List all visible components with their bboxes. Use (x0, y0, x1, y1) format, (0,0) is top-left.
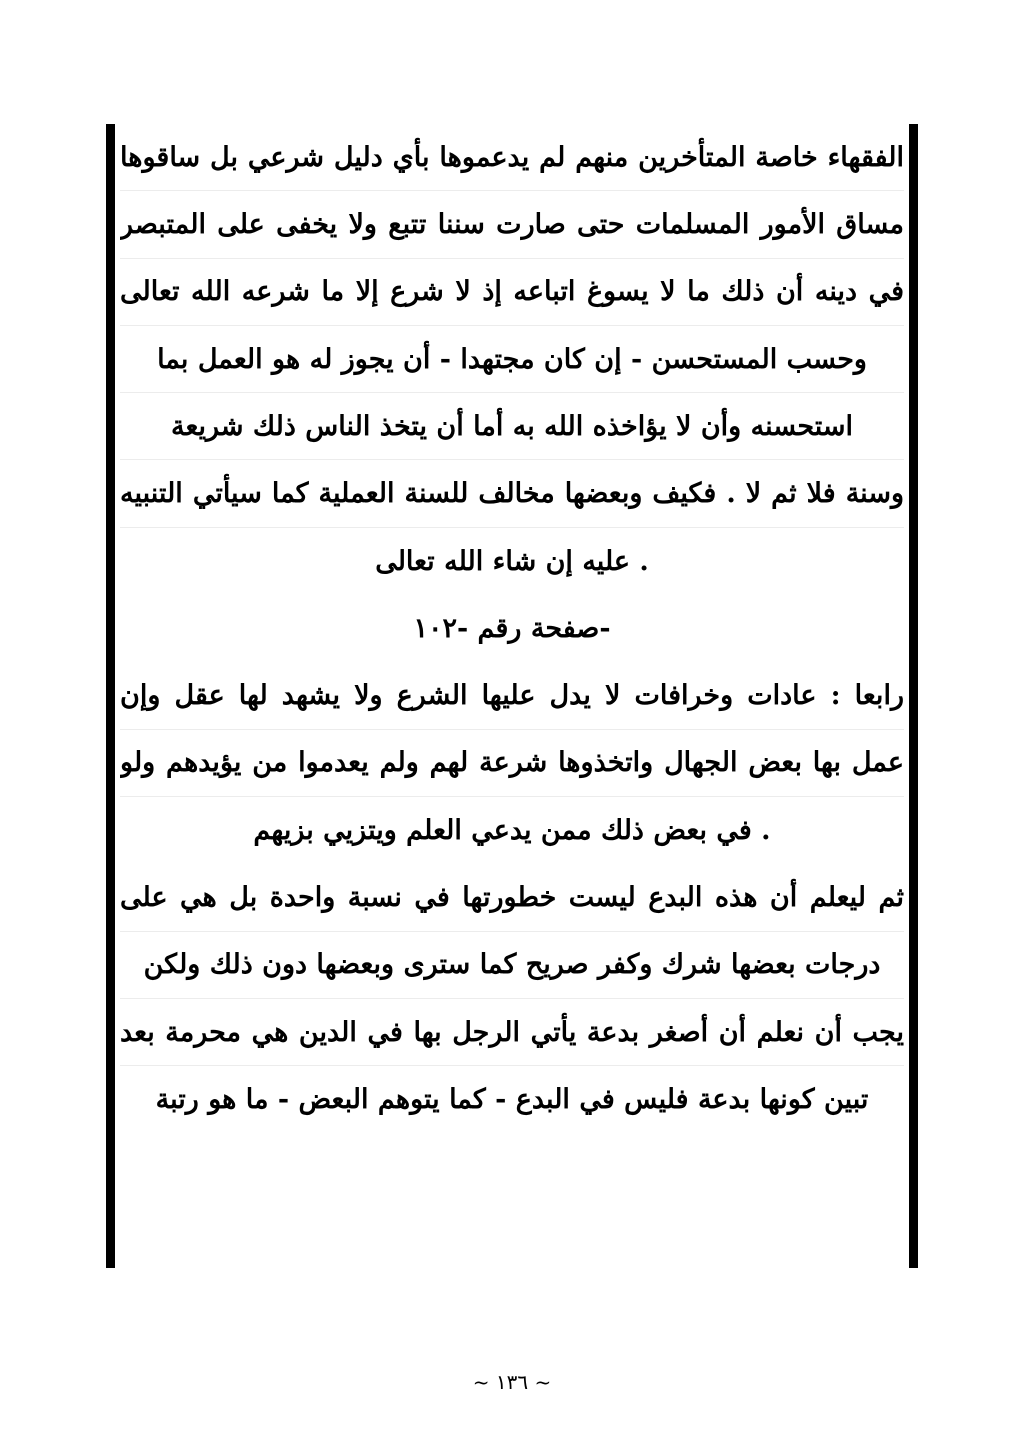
text-line: عمل بها بعض الجهال واتخذوها شرعة لهم ولم يعدموا من يؤيدهم ولو (120, 730, 904, 797)
text-line: مساق الأمور المسلمات حتى صارت سننا تتبع ولا يخفى على المتبصر (120, 191, 904, 258)
text-line: ثم ليعلم أن هذه البدع ليست خطورتها في نسبة واحدة بل هي على (120, 864, 904, 931)
text-line: في دينه أن ذلك ما لا يسوغ اتباعه إذ لا شرع إلا ما شرعه الله تعالى (120, 259, 904, 326)
text-line: وحسب المستحسن - إن كان مجتهدا - أن يجوز له هو العمل بما (120, 326, 904, 393)
text-line: يجب أن نعلم أن أصغر بدعة يأتي الرجل بها في الدين هي محرمة بعد (120, 999, 904, 1066)
text-line: درجات بعضها شرك وكفر صريح كما سترى وبعضها دون ذلك ولكن (120, 932, 904, 999)
text-line: رابعا : عادات وخرافات لا يدل عليها الشرع ولا يشهد لها عقل وإن (120, 662, 904, 729)
left-border-rule (106, 124, 115, 1268)
text-line: . في بعض ذلك ممن يدعي العلم ويتزيي بزيهم (253, 815, 771, 847)
right-border-rule (909, 124, 918, 1268)
body-text (120, 124, 904, 1133)
text-line: . عليه إن شاء الله تعالى (375, 545, 649, 577)
text-line: تبين كونها بدعة فليس في البدع - كما يتوهم البعض - ما هو رتبة (155, 1084, 869, 1116)
page-number: ~ ١٣٦ ~ (472, 1370, 552, 1394)
text-line: استحسنه وأن لا يؤاخذه الله به أما أن يتخذ الناس ذلك شريعة (120, 393, 904, 460)
text-line: وسنة فلا ثم لا . فكيف وبعضها مخالف للسنة العملية كما سيأتي التنبيه (120, 460, 904, 527)
text-line: الفقهاء خاصة المتأخرين منهم لم يدعموها بأي دليل شرعي بل ساقوها (120, 124, 904, 191)
page-reference-heading: -صفحة رقم -١٠٢ (413, 613, 611, 645)
